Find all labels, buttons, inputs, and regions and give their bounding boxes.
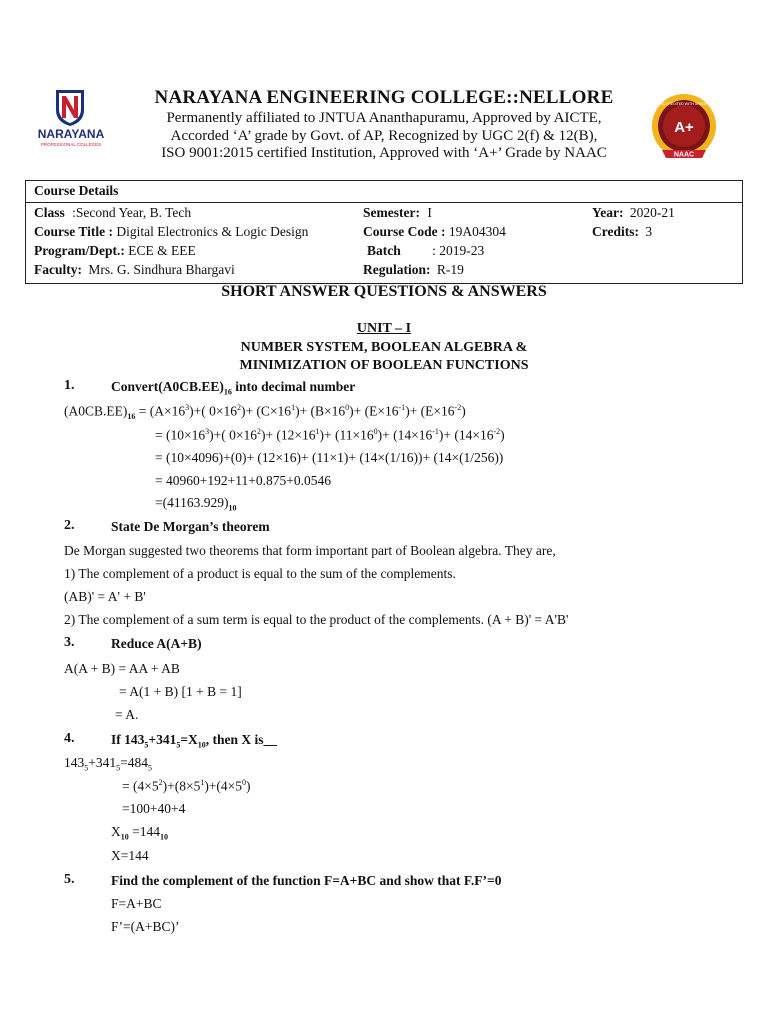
q2-line1: De Morgan suggested two theorems that form important part of Boolean algebra. They are, — [64, 543, 556, 558]
q2-question: State De Morgan’s theorem — [111, 519, 270, 534]
batch-field — [367, 243, 484, 259]
class-field — [34, 205, 191, 221]
class-label: Class — [34, 205, 65, 220]
q4-line3: =100+40+4 — [122, 801, 186, 816]
year-field — [592, 205, 675, 221]
q1-question-text-a: Convert(A0CB.EE) — [111, 379, 224, 394]
q2-number: 2. — [64, 518, 75, 533]
q1-answer-base: 10 — [228, 503, 237, 513]
q4-line5: X=144 — [111, 848, 149, 863]
q3-line3: = A. — [115, 707, 139, 722]
course-title-value: Digital Electronics & Logic Design — [116, 224, 309, 239]
program-field — [34, 243, 196, 259]
program-label: Program/Dept.: — [34, 243, 125, 258]
q3-line2: = A(1 + B) [1 + B = 1] — [119, 684, 242, 699]
batch-label: Batch — [367, 243, 401, 258]
page-title: SHORT ANSWER QUESTIONS & ANSWERS — [221, 283, 547, 300]
q4-line4: $X_{10} =144_{10}$ — [111, 824, 168, 842]
class-value: :Second Year, B. Tech — [72, 205, 192, 220]
q1-number: 1. — [64, 378, 75, 393]
q4-question: If $143_5+341_5=X_{10}$, then X is__ — [111, 732, 278, 750]
faculty-field — [34, 262, 235, 278]
semester-value: I — [427, 205, 432, 220]
year-value: 2020-21 — [629, 205, 675, 220]
accreditation-line: Accorded ‘A’ grade by Govt. of AP, Recognized by UGC 2(f) & 12(B), — [170, 128, 598, 144]
q5-line2: F’=(A+BC)’ — [111, 919, 180, 934]
q1-answer-value: =(41163.929) — [155, 495, 229, 510]
q1-question — [111, 379, 355, 397]
unit-title-line1: NUMBER SYSTEM, BOOLEAN ALGEBRA & — [240, 340, 528, 355]
q1-step3: = (10×4096)+(0)+ (12×16)+ (11×1)+ (14×(1/16))+ (14×(1/256)) — [155, 450, 504, 465]
course-code-label: Course Code : — [363, 224, 446, 239]
faculty-value: Mrs. G. Sindhura Bhargavi — [88, 262, 235, 277]
course-title-label: Course Title : — [34, 224, 113, 239]
q4-line1: $143_5+341_5=484_5$ — [64, 755, 152, 773]
affiliation-line: Permanently affiliated to JNTUA Ananthapuramu, Approved by AICTE, — [166, 110, 602, 126]
q4-number: 4. — [64, 731, 75, 746]
q1-step2: = $(10\times 16^3)+$( $0\times 16^2)+ (12\times 16^1)+ (11\times 16^0)+ (14\times 16^{-1})+ (14\times 16^{-2})$ — [155, 427, 505, 443]
batch-value: : 2019-23 — [432, 243, 485, 258]
college-name: NARAYANA ENGINEERING COLLEGE::NELLORE — [154, 87, 614, 108]
credits-label: Credits: — [592, 224, 639, 239]
q1-answer — [155, 495, 236, 513]
course-code-value: 19A04304 — [448, 224, 506, 239]
svg-text:NAAC: NAAC — [673, 151, 695, 159]
semester-field — [363, 205, 432, 221]
q1-step1: $(A0CB.EE)_{16} = (A\times 16^3)+$( $0\times 16^2)+ (C\times 16^1)+ (B\times 16^0)+ (E\times 16^{-1})+ (E\times 16^{-2})$ — [64, 403, 466, 422]
certification-line: ISO 9001:2015 certified Institution, Approved with ‘A+’ Grade by NAAC — [161, 145, 607, 161]
program-value: ECE & EEE — [128, 243, 196, 258]
q3-line1: A(A + B) = AA + AB — [64, 661, 180, 676]
q3-number: 3. — [64, 635, 75, 650]
q2-line4: 2) The complement of a sum term is equal to the product of the complements. (A + B)' = A'B' — [64, 612, 569, 627]
regulation-field — [363, 262, 464, 278]
year-label: Year: — [592, 205, 624, 220]
q5-question: Find the complement of the function F=A+BC and show that F.F’=0 — [111, 873, 502, 888]
course-details-title: Course Details — [26, 181, 742, 203]
svg-text:A+: A+ — [674, 119, 694, 136]
q2-line3: (AB)' = A' + B' — [64, 589, 146, 604]
unit-title-line2: MINIMIZATION OF BOOLEAN FUNCTIONS — [239, 358, 529, 373]
svg-text:NARAYANA: NARAYANA — [37, 127, 105, 141]
q3-question: Reduce A(A+B) — [111, 636, 202, 651]
q5-line1: F=A+BC — [111, 896, 162, 911]
q4-line2: = $(4\times 5^2)+(8\times 5^1)+(4\times 5^0)$ — [122, 778, 251, 794]
svg-text:ACCREDITED WITH GRADE: ACCREDITED WITH GRADE — [660, 102, 708, 106]
faculty-label: Faculty: — [34, 262, 82, 277]
q5-number: 5. — [64, 872, 75, 887]
q1-question-base: 16 — [223, 387, 232, 397]
course-code-field — [363, 224, 506, 240]
q1-step4: = 40960+192+11+0.875+0.0546 — [155, 473, 331, 488]
semester-label: Semester: — [363, 205, 420, 220]
regulation-value: R-19 — [436, 262, 464, 277]
unit-label: UNIT – I — [356, 321, 412, 336]
course-title-field — [34, 224, 308, 240]
course-details-table — [25, 180, 743, 284]
q1-question-text-b: into decimal number — [231, 379, 356, 394]
credits-value: 3 — [645, 224, 653, 239]
credits-field — [592, 224, 652, 240]
regulation-label: Regulation: — [363, 262, 431, 277]
q2-line2: 1) The complement of a product is equal to the sum of the complements. — [64, 566, 456, 581]
svg-text:PROFESSIONAL COLLEGES: PROFESSIONAL COLLEGES — [40, 142, 102, 147]
